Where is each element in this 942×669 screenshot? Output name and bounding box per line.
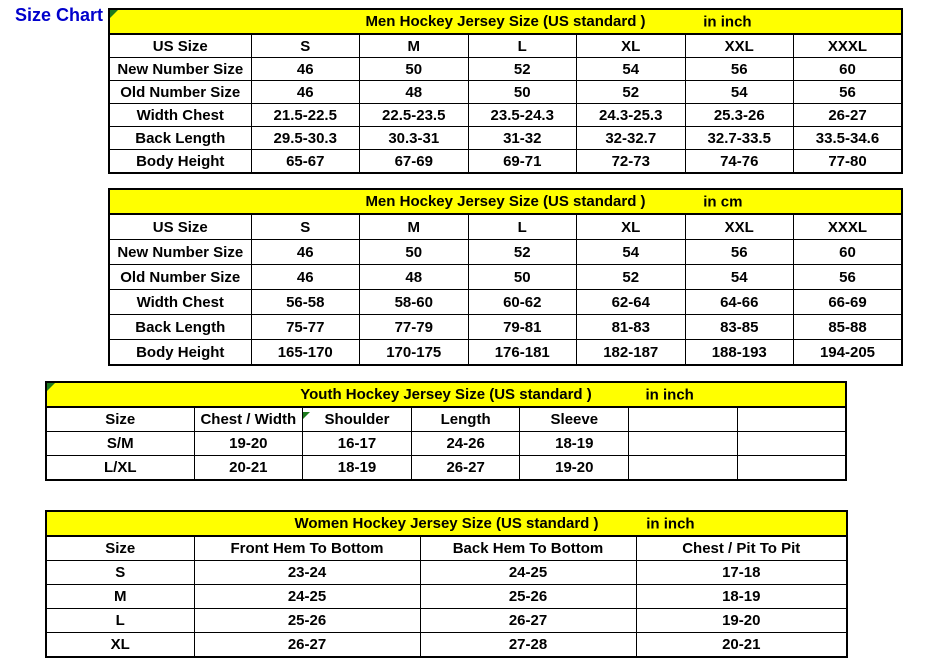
value-cell: 60 — [794, 240, 903, 265]
value-cell: 54 — [685, 265, 794, 290]
value-cell: 56 — [685, 240, 794, 265]
column-header-cell: Chest / Pit To Pit — [636, 536, 847, 561]
value-cell: 29.5-30.3 — [251, 127, 360, 150]
value-cell: 22.5-23.5 — [360, 104, 469, 127]
value-cell: 23.5-24.3 — [468, 104, 577, 127]
table-row — [46, 456, 846, 481]
row-label-cell: Back Length — [109, 315, 251, 340]
table-row — [109, 315, 902, 340]
value-cell — [737, 432, 846, 456]
column-header-cell: M — [360, 34, 469, 58]
value-cell: 25-26 — [194, 609, 420, 633]
value-cell: 32-32.7 — [577, 127, 686, 150]
value-cell: 65-67 — [251, 150, 360, 174]
excel-green-triangle-icon — [110, 10, 118, 18]
value-cell: 72-73 — [577, 150, 686, 174]
value-cell: 75-77 — [251, 315, 360, 340]
size-header-row — [46, 407, 846, 432]
table-row — [109, 265, 902, 290]
value-cell: 176-181 — [468, 340, 577, 366]
column-header-cell: XXL — [685, 34, 794, 58]
value-cell: 46 — [251, 265, 360, 290]
value-cell: 25-26 — [420, 585, 636, 609]
value-cell: 20-21 — [636, 633, 847, 658]
column-header-cell: XL — [577, 34, 686, 58]
column-header-cell: XXXL — [794, 34, 903, 58]
table-title-bar — [108, 188, 903, 213]
column-header-cell: XXXL — [794, 214, 903, 240]
table-title-bar — [45, 510, 848, 535]
row-label-cell: Back Length — [109, 127, 251, 150]
row-label-cell: M — [46, 585, 194, 609]
value-cell: 52 — [577, 265, 686, 290]
value-cell: 48 — [360, 81, 469, 104]
column-header-cell: XXL — [685, 214, 794, 240]
row-label-header-cell: Size — [46, 536, 194, 561]
column-header-cell: L — [468, 34, 577, 58]
value-cell: 48 — [360, 265, 469, 290]
table-row — [109, 290, 902, 315]
value-cell: 62-64 — [577, 290, 686, 315]
value-cell: 182-187 — [577, 340, 686, 366]
row-label-cell: Old Number Size — [109, 265, 251, 290]
value-cell: 24-26 — [411, 432, 520, 456]
table-row — [46, 432, 846, 456]
table-title-bar — [108, 8, 903, 33]
excel-green-triangle-icon — [47, 383, 55, 391]
size-grid — [45, 535, 848, 658]
value-cell: 23-24 — [194, 561, 420, 585]
row-label-cell: L — [46, 609, 194, 633]
row-label-cell: Old Number Size — [109, 81, 251, 104]
column-header-cell: S — [251, 214, 360, 240]
row-label-cell: S/M — [46, 432, 194, 456]
value-cell: 17-18 — [636, 561, 847, 585]
table-title: Men Hockey Jersey Size (US standard ) — [365, 193, 646, 210]
row-label-cell: Body Height — [109, 150, 251, 174]
size-header-row — [109, 214, 902, 240]
value-cell: 60-62 — [468, 290, 577, 315]
value-cell: 56 — [794, 265, 903, 290]
table-men-hockey-cm — [108, 188, 903, 366]
value-cell: 69-71 — [468, 150, 577, 174]
value-cell: 50 — [468, 81, 577, 104]
value-cell: 66-69 — [794, 290, 903, 315]
size-grid — [108, 213, 903, 366]
table-row — [46, 585, 847, 609]
value-cell: 26-27 — [194, 633, 420, 658]
value-cell: 24-25 — [420, 561, 636, 585]
value-cell: 50 — [360, 240, 469, 265]
size-header-row — [109, 34, 902, 58]
value-cell: 60 — [794, 58, 903, 81]
value-cell: 18-19 — [636, 585, 847, 609]
table-women-hockey-inch — [45, 510, 848, 658]
value-cell: 30.3-31 — [360, 127, 469, 150]
size-grid — [108, 33, 903, 174]
value-cell: 188-193 — [685, 340, 794, 366]
value-cell: 64-66 — [685, 290, 794, 315]
value-cell: 56 — [794, 81, 903, 104]
table-row — [109, 58, 902, 81]
value-cell: 54 — [685, 81, 794, 104]
value-cell: 26-27 — [411, 456, 520, 481]
value-cell: 19-20 — [194, 432, 303, 456]
value-cell: 19-20 — [520, 456, 629, 481]
table-row — [109, 81, 902, 104]
table-men-hockey-inch — [108, 8, 903, 174]
value-cell: 77-79 — [360, 315, 469, 340]
row-label-cell: Width Chest — [109, 290, 251, 315]
column-header-cell: M — [360, 214, 469, 240]
value-cell: 58-60 — [360, 290, 469, 315]
value-cell: 20-21 — [194, 456, 303, 481]
value-cell: 52 — [577, 81, 686, 104]
value-cell: 79-81 — [468, 315, 577, 340]
table-row — [109, 240, 902, 265]
value-cell: 19-20 — [636, 609, 847, 633]
value-cell: 27-28 — [420, 633, 636, 658]
column-header-cell: XL — [577, 214, 686, 240]
table-row — [109, 340, 902, 366]
column-header-cell: Shoulder — [303, 407, 412, 432]
value-cell: 67-69 — [360, 150, 469, 174]
table-row — [46, 633, 847, 658]
table-unit-label: in inch — [646, 515, 695, 532]
table-title: Youth Hockey Jersey Size (US standard ) — [300, 386, 592, 403]
value-cell: 25.3-26 — [685, 104, 794, 127]
table-row — [109, 127, 902, 150]
row-label-cell: S — [46, 561, 194, 585]
value-cell — [629, 456, 738, 481]
value-cell — [737, 456, 846, 481]
page-title: Size Chart — [15, 5, 104, 25]
column-header-cell: L — [468, 214, 577, 240]
column-header-cell: Sleeve — [520, 407, 629, 432]
value-cell: 46 — [251, 240, 360, 265]
column-header-cell — [737, 407, 846, 432]
value-cell: 194-205 — [794, 340, 903, 366]
value-cell: 52 — [468, 240, 577, 265]
value-cell: 50 — [360, 58, 469, 81]
column-header-cell — [629, 407, 738, 432]
row-label-header-cell: US Size — [109, 34, 251, 58]
table-youth-hockey-inch — [45, 381, 847, 481]
value-cell: 81-83 — [577, 315, 686, 340]
value-cell: 52 — [468, 58, 577, 81]
value-cell: 18-19 — [303, 456, 412, 481]
table-unit-label: in inch — [645, 386, 694, 403]
row-label-header-cell: Size — [46, 407, 194, 432]
row-label-cell: New Number Size — [109, 58, 251, 81]
row-label-header-cell: US Size — [109, 214, 251, 240]
column-header-cell: Back Hem To Bottom — [420, 536, 636, 561]
value-cell: 56 — [685, 58, 794, 81]
row-label-cell: L/XL — [46, 456, 194, 481]
value-cell: 83-85 — [685, 315, 794, 340]
value-cell: 54 — [577, 58, 686, 81]
value-cell: 50 — [468, 265, 577, 290]
value-cell: 24.3-25.3 — [577, 104, 686, 127]
excel-green-triangle-icon — [303, 412, 310, 419]
row-label-cell: XL — [46, 633, 194, 658]
value-cell: 26-27 — [794, 104, 903, 127]
table-title: Men Hockey Jersey Size (US standard ) — [365, 13, 646, 30]
value-cell: 18-19 — [520, 432, 629, 456]
value-cell: 165-170 — [251, 340, 360, 366]
value-cell: 26-27 — [420, 609, 636, 633]
size-header-row — [46, 536, 847, 561]
table-unit-label: in inch — [703, 13, 752, 30]
row-label-cell: Body Height — [109, 340, 251, 366]
value-cell: 32.7-33.5 — [685, 127, 794, 150]
value-cell: 74-76 — [685, 150, 794, 174]
table-row — [46, 609, 847, 633]
value-cell: 31-32 — [468, 127, 577, 150]
value-cell: 77-80 — [794, 150, 903, 174]
value-cell: 46 — [251, 81, 360, 104]
table-title-bar — [45, 381, 847, 406]
column-header-cell: Front Hem To Bottom — [194, 536, 420, 561]
column-header-cell: Length — [411, 407, 520, 432]
table-title: Women Hockey Jersey Size (US standard ) — [294, 515, 599, 532]
value-cell: 46 — [251, 58, 360, 81]
value-cell: 16-17 — [303, 432, 412, 456]
value-cell: 54 — [577, 240, 686, 265]
value-cell: 170-175 — [360, 340, 469, 366]
column-header-cell: S — [251, 34, 360, 58]
table-row — [109, 104, 902, 127]
column-header-cell: Chest / Width — [194, 407, 303, 432]
value-cell: 33.5-34.6 — [794, 127, 903, 150]
row-label-cell: Width Chest — [109, 104, 251, 127]
value-cell: 85-88 — [794, 315, 903, 340]
table-unit-label: in cm — [703, 193, 743, 210]
table-row — [46, 561, 847, 585]
size-grid — [45, 406, 847, 481]
table-row — [109, 150, 902, 174]
row-label-cell: New Number Size — [109, 240, 251, 265]
value-cell: 56-58 — [251, 290, 360, 315]
value-cell: 21.5-22.5 — [251, 104, 360, 127]
value-cell: 24-25 — [194, 585, 420, 609]
value-cell — [629, 432, 738, 456]
